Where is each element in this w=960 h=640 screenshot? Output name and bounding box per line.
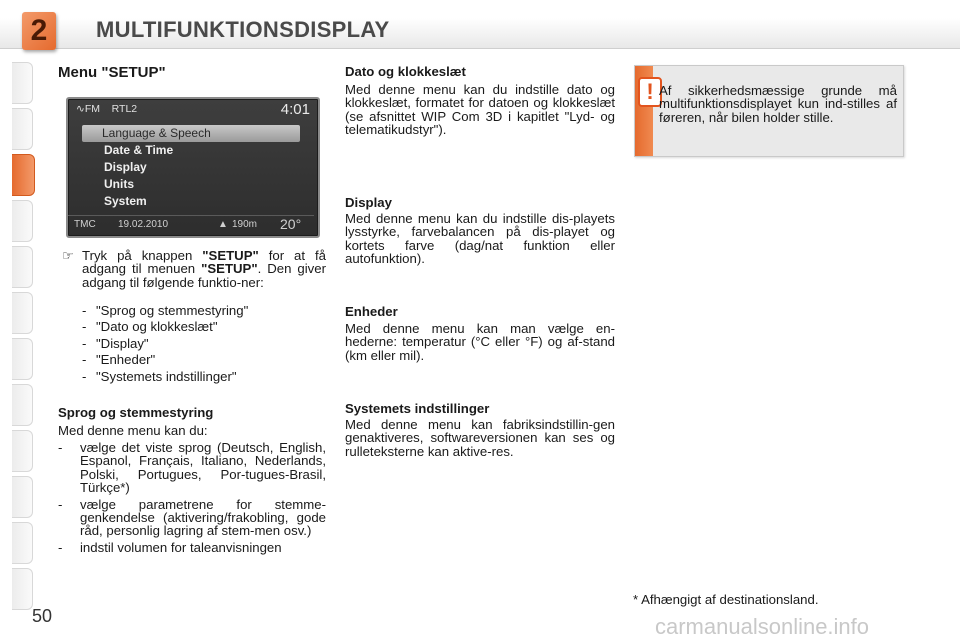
chapter-badge: 2 (22, 12, 56, 50)
list-item: - "Sprog og stemmestyring" (82, 303, 249, 318)
chapter-tab[interactable] (12, 476, 33, 518)
screen-menu-item: Units (104, 177, 134, 191)
warning-icon: ! (638, 77, 662, 107)
watermark: carmanualsonline.info (655, 614, 870, 639)
screen-menu (82, 125, 300, 210)
sprog-intro: Med denne menu kan du: (58, 423, 208, 438)
screen-menu-item: Date & Time (104, 143, 174, 157)
chapter-tab[interactable] (12, 430, 33, 472)
list-item: - "Systemets indstillinger" (82, 368, 237, 384)
dato-text: Med denne menu kan du indstille dato og klokkeslæt, formatet for datoen og klokkeslæt (se afsnittet WIP Com 3D i kapitlet "Lyd- og telematikudstyr"). (345, 82, 615, 138)
instruction-text: Tryk på knappen "SETUP" for at få adgang til menuen "SETUP". Den giver adgang til følgende funktio-ner: (82, 248, 326, 290)
footnote: * Afhængigt af destinationsland. (633, 592, 819, 607)
display-text: Med denne menu kan du indstille dis-playets lysstyrke, farvebalancen på dis-playet og kortets farve (dag/nat funktion eller autofunktion). (345, 211, 615, 267)
page-number: 50 (32, 606, 53, 626)
list-item: - vælge det viste sprog (Deutsch, English, Espanol, Français, Italiano, Nederlands, Polski, Portugues, Por-tugues-Brasil, Türkçe*) (58, 440, 326, 496)
screen-source: FM (84, 103, 100, 115)
list-item: - "Dato og klokkeslæt" (82, 319, 218, 335)
warning-text: Af sikkerhedsmæssige grunde må multifunktionsdisplayet kun ind-stilles af føreren, når bilen holder stille. (659, 83, 897, 125)
enheder-title: Enheder (345, 304, 398, 319)
screen-menu-item: System (104, 194, 147, 208)
screen-menu-item-selected: Language & Speech (82, 125, 300, 142)
display-screenshot (66, 97, 320, 238)
screen-menu-item: Display (104, 160, 147, 174)
sprog-list (58, 441, 326, 557)
chapter-tab[interactable] (12, 568, 33, 610)
systemets-text: Med denne menu kan fabriksindstillin-gen genaktiveres, softwareversionen kan ses og rulleteksterne kan aktive-res. (345, 417, 615, 459)
screen-date: 19.02.2010 (118, 219, 169, 230)
chapter-tab-active[interactable] (12, 154, 35, 196)
screen-tmc: TMC (74, 219, 96, 230)
instruction-paragraph (62, 249, 326, 289)
hand-pointer-icon: ☞ (62, 248, 74, 263)
enheder-text: Med denne menu kan man vælge en-hederne: temperatur (°C eller °F) og af-stand (km eller mil). (345, 321, 615, 363)
list-item: - "Enheder" (82, 352, 156, 368)
sprog-title: Sprog og stemmestyring (58, 405, 214, 420)
list-item: - "Display" (82, 335, 149, 351)
dato-title: Dato og klokkeslæt (345, 64, 466, 79)
chapter-tab[interactable] (12, 384, 33, 426)
screen-distance: 190m (232, 219, 258, 230)
chapter-tab[interactable] (12, 108, 33, 150)
page-title: MULTIFUNKTIONSDISPLAY (96, 17, 390, 42)
screen-temperature: 20° (280, 216, 302, 232)
screen-station: RTL2 (111, 103, 138, 115)
warning-box (634, 65, 904, 157)
chapter-tab[interactable] (12, 292, 33, 334)
systemets-title: Systemets indstillinger (345, 401, 490, 416)
screen-time: 4:01 (280, 101, 310, 118)
screen-status-bar (76, 103, 137, 115)
list-item: - vælge parametrene for stemme-genkendelse (aktivering/frakobling, gode råd, personlig lagring af stem-men osv.) (58, 496, 326, 539)
chapter-tab[interactable] (12, 200, 33, 242)
radio-wave-icon: ∿ (76, 103, 85, 115)
menu-setup-title: Menu "SETUP" (58, 64, 166, 81)
display-title: Display (345, 195, 392, 210)
submenu-list (62, 304, 326, 386)
screen-bottom-bar (68, 215, 314, 235)
list-item: - indstil volumen for taleanvisningen (58, 539, 282, 555)
chapter-tab[interactable] (12, 246, 33, 288)
chapter-tab[interactable] (12, 522, 33, 564)
navigation-arrow-icon: ▲ (218, 219, 228, 230)
chapter-tab[interactable] (12, 338, 33, 380)
chapter-tab-strip (12, 62, 34, 614)
chapter-tab[interactable] (12, 62, 33, 104)
